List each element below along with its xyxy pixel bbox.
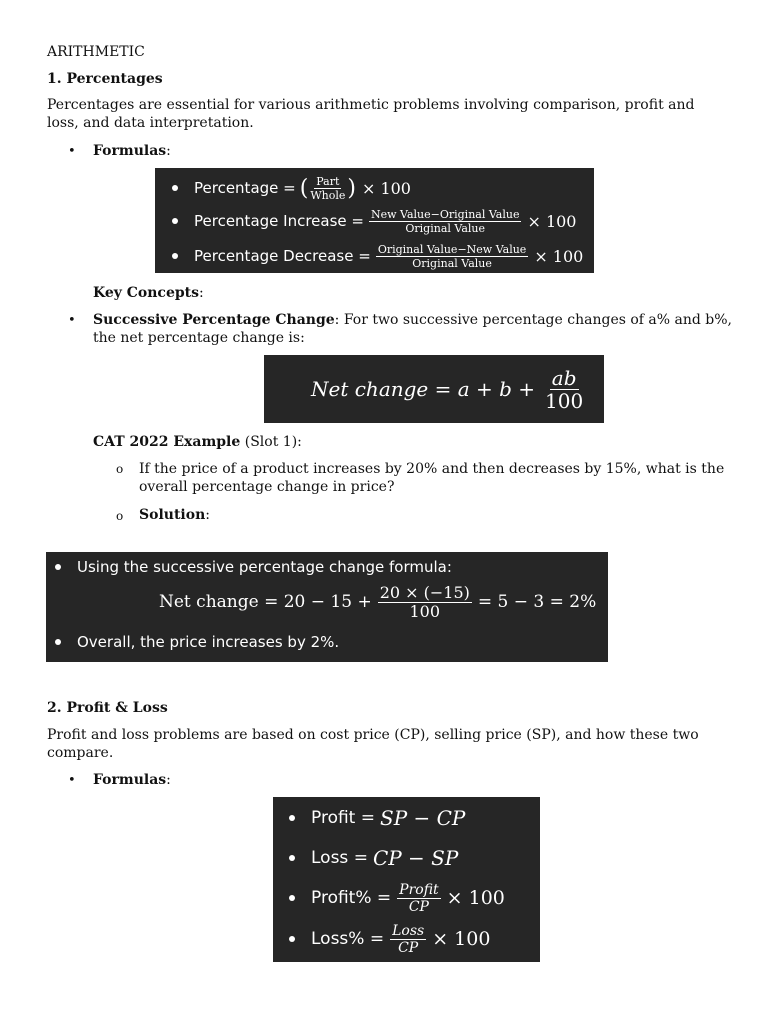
solution-line-1: [55, 556, 452, 578]
fraction-numerator: Loss: [392, 922, 425, 939]
solution-text: Overall, the price increases by 2%.: [77, 633, 340, 651]
fraction-part-whole: [308, 176, 347, 201]
solution-text: Using the successive percentage change formula:: [77, 558, 452, 576]
formula-percentage-increase: [172, 206, 576, 236]
solution-label: Solution: [139, 507, 206, 523]
bullet-icon: •: [68, 773, 76, 788]
equation-lhs: Net change = a + b +: [311, 377, 536, 401]
formula-profit-percent: [289, 880, 505, 916]
bullet-dot-icon: [289, 815, 295, 821]
fraction-ab-100: [543, 365, 585, 413]
paren-close: ): [347, 175, 356, 201]
formula-label: Profit =: [311, 808, 375, 828]
solution-line-3: [55, 631, 339, 653]
circle-bullet-icon: o: [116, 462, 124, 476]
times-hundred: × 100: [446, 887, 505, 909]
fraction-denominator: Whole: [310, 188, 346, 202]
bullet-dot-icon: [289, 895, 295, 901]
successive-text: : For two successive percentage changes of a% and b%, the net percentage change is:: [93, 312, 733, 346]
times-hundred: × 100: [534, 246, 584, 266]
successive-change-paragraph: [93, 311, 733, 347]
bullet-dot-icon: [289, 855, 295, 861]
formulas-label-row-2: [93, 771, 171, 789]
bullet-dot-icon: [55, 564, 61, 570]
formula-profit: [289, 801, 465, 835]
fraction-denominator: CP: [408, 898, 429, 915]
bullet-icon: •: [68, 144, 76, 159]
colon: :: [166, 143, 171, 159]
bullet-icon: •: [68, 313, 76, 328]
formula-loss-percent: [289, 921, 490, 957]
equation-rhs: = 5 − 3 = 2%: [477, 592, 597, 612]
fraction-numerator: 20 × (−15): [379, 582, 470, 602]
bullet-dot-icon: [172, 185, 178, 191]
key-concepts-row: [93, 284, 204, 302]
times-hundred: × 100: [361, 178, 411, 198]
fraction-numerator: New Value−Original Value: [370, 207, 520, 221]
percentages-intro: Percentages are essential for various arithmetic problems involving comparison, profit and loss, and data interpretation.: [47, 97, 695, 131]
formula-expression: SP − CP: [380, 806, 466, 830]
paren-open: (: [299, 175, 309, 201]
successive-label: Successive Percentage Change: [93, 312, 335, 328]
fraction-denominator: CP: [398, 939, 419, 956]
profit-loss-formulas-box: [273, 797, 540, 962]
section-title-profit-loss: 2. Profit & Loss: [47, 700, 168, 716]
profit-loss-intro: Profit and loss problems are based on cost price (CP), selling price (SP), and how these two compare.: [47, 727, 699, 761]
fraction-numerator: ab: [551, 365, 577, 390]
formulas-label: Formulas: [93, 143, 167, 159]
fraction-profit-cp: [397, 883, 441, 914]
formula-label: Loss =: [311, 848, 368, 868]
formula-percentage-decrease: [172, 241, 583, 271]
example-label: CAT 2022 Example: [93, 434, 241, 450]
colon: :: [199, 285, 204, 301]
document-heading: ARITHMETIC: [47, 44, 145, 60]
formula-expression: CP − SP: [372, 846, 459, 870]
formula-label: Percentage Decrease =: [194, 247, 371, 265]
example-slot: (Slot 1):: [240, 434, 302, 450]
circle-bullet-icon: o: [116, 509, 124, 523]
formula-label: Loss% =: [311, 929, 385, 949]
example-question: If the price of a product increases by 20% and then decreases by 15%, what is the overall percentage change in price?: [139, 461, 725, 495]
solution-equation: [159, 578, 596, 626]
fraction-denominator: 100: [545, 388, 584, 413]
bullet-dot-icon: [172, 253, 178, 259]
times-hundred: × 100: [432, 928, 491, 950]
formula-label: Profit% =: [311, 888, 392, 908]
fraction-denominator: 100: [409, 601, 441, 621]
formulas-label: Formulas: [93, 772, 167, 788]
fraction-denominator: Original Value: [405, 221, 486, 235]
bullet-dot-icon: [172, 218, 178, 224]
net-change-equation: [311, 355, 585, 423]
formula-label: Percentage Increase =: [194, 212, 364, 230]
colon: :: [205, 507, 210, 523]
formulas-label-row: [93, 142, 171, 160]
solution-row: [139, 506, 210, 524]
fraction-solution: [378, 582, 472, 621]
bullet-dot-icon: [55, 639, 61, 645]
net-change-formula-box: [264, 355, 604, 423]
fraction-loss-cp: [390, 924, 426, 955]
colon: :: [166, 772, 171, 788]
fraction-increase: [369, 209, 521, 234]
solution-box: [46, 552, 608, 662]
example-heading: [93, 433, 302, 451]
percentage-formulas-box: [155, 168, 594, 273]
bullet-dot-icon: [289, 936, 295, 942]
fraction-numerator: Original Value−New Value: [377, 242, 527, 256]
equation-lhs: Net change = 20 − 15 +: [159, 592, 372, 612]
formula-percentage: [172, 172, 411, 204]
key-concepts-label: Key Concepts: [93, 285, 200, 301]
section-title-percentages: 1. Percentages: [47, 71, 163, 87]
fraction-decrease: [376, 244, 528, 269]
formula-label: Percentage =: [194, 179, 296, 197]
formula-loss: [289, 841, 458, 875]
fraction-denominator: Original Value: [412, 256, 492, 270]
times-hundred: × 100: [527, 211, 577, 231]
fraction-numerator: Profit: [399, 881, 439, 898]
fraction-numerator: Part: [316, 174, 340, 188]
